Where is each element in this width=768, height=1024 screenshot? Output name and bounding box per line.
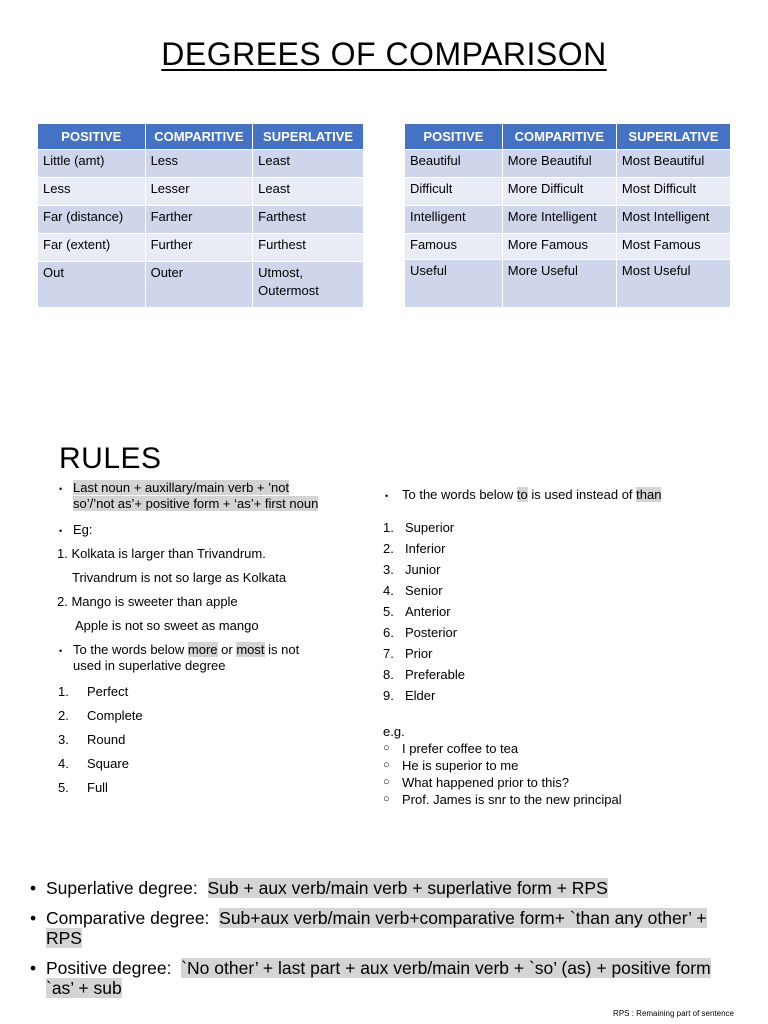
page-title: DEGREES OF COMPARISON <box>161 36 607 72</box>
degree-formulas <box>30 878 730 1008</box>
list-item: 4. Square <box>58 756 129 771</box>
comparison-table-irregular <box>37 123 364 308</box>
table-cell: Less <box>145 150 253 178</box>
list-item: ○ What happened prior to this? <box>383 775 569 790</box>
formula-text: `No other’ + last part + aux verb/main verb + `so’ (as) + positive form `as’ + sub <box>46 958 711 998</box>
formula-label: Superlative degree: <box>46 878 208 898</box>
rule-text: or <box>217 642 237 657</box>
example-line: 1. Kolkata is larger than Trivandrum. <box>57 546 266 561</box>
circle-bullet-icon: ○ <box>383 776 390 788</box>
positive-formula <box>30 958 730 998</box>
table-cell: Farther <box>145 206 253 234</box>
table-cell: Most Intelligent <box>616 206 730 234</box>
rule-text: used in superlative degree <box>73 658 226 673</box>
circle-bullet-icon: ○ <box>383 742 390 754</box>
example-line: Apple is not so sweet as mango <box>75 618 259 633</box>
table-cell: Further <box>145 234 253 262</box>
table-cell: Outer <box>145 262 253 308</box>
formula-label: Comparative degree: <box>46 908 220 928</box>
rule-text: Last noun + auxillary/main verb + ’not <box>73 480 290 495</box>
rules-left-column <box>42 480 342 800</box>
table-cell: Out <box>38 262 146 308</box>
table-cell: More Beautiful <box>502 150 616 178</box>
word-list <box>42 680 342 800</box>
rule-item <box>42 522 342 538</box>
footnote: RPS : Remaining part of sentence <box>613 1009 734 1018</box>
highlight-word: more <box>187 642 218 657</box>
table-row <box>38 234 364 262</box>
column-header: COMPARITIVE <box>502 124 616 150</box>
example-label: e.g. <box>383 724 405 739</box>
list-item: 1. Superior <box>383 520 455 535</box>
example-line: 2. Mango is sweeter than apple <box>57 594 238 609</box>
highlight-word: most <box>236 642 265 657</box>
example-line: Trivandrum is not so large as Kolkata <box>72 570 287 585</box>
table-cell: Intelligent <box>405 206 503 234</box>
word-list <box>383 517 743 706</box>
list-item: 9. Elder <box>383 688 436 703</box>
table-cell: More Difficult <box>502 178 616 206</box>
table-cell: Furthest <box>253 234 364 262</box>
bullet-icon: • <box>59 484 63 494</box>
comparison-table-more-most <box>404 123 731 308</box>
table-row <box>405 150 731 178</box>
column-header: SUPERLATIVE <box>253 124 364 150</box>
list-item: ○ I prefer coffee to tea <box>383 741 519 756</box>
table-header-row <box>405 124 731 150</box>
table-row <box>405 234 731 260</box>
table-cell: Difficult <box>405 178 503 206</box>
example-list <box>383 740 743 808</box>
column-header: POSITIVE <box>405 124 503 150</box>
table-row <box>38 178 364 206</box>
list-item: ○ He is superior to me <box>383 758 519 773</box>
table-row <box>405 178 731 206</box>
table-cell: Utmost, Outermost <box>253 262 364 308</box>
list-item: 7. Prior <box>383 646 433 661</box>
table-cell: Far (extent) <box>38 234 146 262</box>
table-cell: Most Difficult <box>616 178 730 206</box>
comparative-formula <box>30 908 730 948</box>
bullet-icon: • <box>59 646 63 656</box>
list-item: 2. Inferior <box>383 541 446 556</box>
list-item: 3. Round <box>58 732 126 747</box>
table-cell: Most Famous <box>616 234 730 260</box>
rules-heading: RULES <box>59 442 162 475</box>
example-label: Eg: <box>73 522 93 537</box>
table-row <box>38 262 364 308</box>
table-row <box>38 150 364 178</box>
rule-item <box>383 487 743 503</box>
table-header-row <box>38 124 364 150</box>
table-cell: Farthest <box>253 206 364 234</box>
bullet-icon: • <box>30 908 37 928</box>
list-item: 6. Posterior <box>383 625 458 640</box>
rule-text: To the words below <box>402 487 517 502</box>
highlight-word: to <box>516 487 528 502</box>
list-item: ○ Prof. James is snr to the new principal <box>383 792 622 807</box>
rule-text: To the words below <box>73 642 188 657</box>
list-item: 4. Senior <box>383 583 443 598</box>
table-cell: Lesser <box>145 178 253 206</box>
table-cell: Most Useful <box>616 260 730 308</box>
circle-bullet-icon: ○ <box>383 759 390 771</box>
circle-bullet-icon: ○ <box>383 793 390 805</box>
table-cell: Beautiful <box>405 150 503 178</box>
column-header: POSITIVE <box>38 124 146 150</box>
rule-text: so’/’not as’+ positive form + ‘as’+ first noun <box>73 496 319 511</box>
rule-text: is not <box>264 642 300 657</box>
bullet-icon: • <box>59 526 63 536</box>
table-cell: Useful <box>405 260 503 308</box>
table-cell: More Useful <box>502 260 616 308</box>
table-row <box>38 206 364 234</box>
table-cell: More Famous <box>502 234 616 260</box>
list-item: 8. Preferable <box>383 667 465 682</box>
list-item: 5. Full <box>58 780 108 795</box>
formula-text: Sub + aux verb/main verb + superlative form + RPS <box>207 878 608 898</box>
list-item: 1. Perfect <box>58 684 129 699</box>
bullet-icon: • <box>385 491 389 501</box>
table-cell: Less <box>38 178 146 206</box>
formula-text: Sub+aux verb/main verb+comparative form+ `than any other’ + RPS <box>46 908 707 948</box>
rule-item <box>42 480 342 512</box>
table-row <box>405 260 731 308</box>
highlight-word: than <box>636 487 662 502</box>
table-cell: More Intelligent <box>502 206 616 234</box>
table-row <box>405 206 731 234</box>
superlative-formula <box>30 878 730 898</box>
table-cell: Least <box>253 150 364 178</box>
rules-right-column <box>383 487 743 808</box>
list-item: 3. Junior <box>383 562 441 577</box>
list-item: 5. Anterior <box>383 604 451 619</box>
table-cell: Little (amt) <box>38 150 146 178</box>
formula-label: Positive degree: <box>46 958 182 978</box>
bullet-icon: • <box>30 878 37 898</box>
table-cell: Far (distance) <box>38 206 146 234</box>
bullet-icon: • <box>30 958 37 978</box>
column-header: COMPARITIVE <box>145 124 253 150</box>
table-cell: Least <box>253 178 364 206</box>
column-header: SUPERLATIVE <box>616 124 730 150</box>
table-cell: Most Beautiful <box>616 150 730 178</box>
table-cell: Famous <box>405 234 503 260</box>
list-item: 2. Complete <box>58 708 143 723</box>
rule-item <box>42 642 342 674</box>
rule-text: is used instead of <box>527 487 637 502</box>
